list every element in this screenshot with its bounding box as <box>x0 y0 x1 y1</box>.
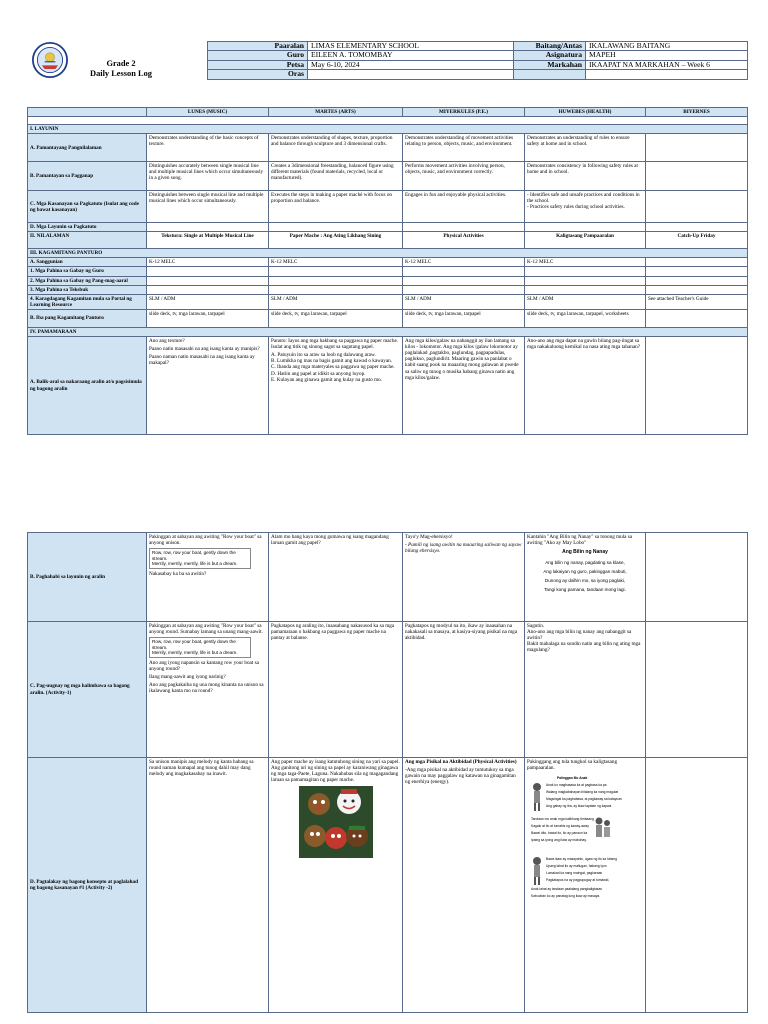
sheet-line: Ang gabay ng iba, ay ikaw lapatan ng kapwa. <box>546 804 613 809</box>
table-row <box>28 285 748 294</box>
row-label-iba-pang-kagamitan: B. Iba pang Kagamitang Panturo <box>28 309 147 327</box>
paragraph: Ano ang iyong napansin sa kantang row your boat sa anyong round? <box>149 659 259 673</box>
paragraph: Paano naman natin masasabi na ang isang kanta ay makapal? <box>149 354 255 367</box>
row-label-sanggunian: A. Sanggunian <box>28 258 147 267</box>
paragraph: Pakinggang ang tula tungkol sa kaligtasang pampaaralan. <box>527 759 618 772</box>
cell-friday <box>646 134 748 162</box>
sheet-line: Pagkatapos na ay pagpupugay at tumawid, <box>546 878 610 883</box>
poem-line: Dunong ay dalhin mo, sa iyong paglaki, <box>544 578 626 584</box>
topic-tuesday: Paper Mache : Ang Ating Likhang Sining <box>269 232 403 249</box>
cell-wednesday: K-12 MELC <box>403 258 525 267</box>
cell-monday <box>147 223 269 232</box>
lesson-table <box>27 532 748 1013</box>
header-row <box>208 51 748 60</box>
sheet-lines <box>546 782 622 812</box>
cell-tuesday: Creates a 3dimensional freestanding, balanced figure using different materials (found materials, recycled, local or manufactured). <box>269 162 403 191</box>
cell-wednesday: Pagkatapos ng modyul na ito, ikaw ay inaasahan na nakakasali sa masaya, at kasiya-siyang pisikal na mga aktibidad. <box>403 622 525 758</box>
row-label-balik-aral: A. Balik-aral sa nakaraang aralin at/o pagsisimula ng bagong aralin <box>28 337 147 435</box>
children-icon <box>594 816 612 846</box>
topic-wednesday: Physical Activities <box>403 232 525 249</box>
sheet-block <box>531 856 643 886</box>
cell-wednesday: SLM / ADM <box>403 294 525 309</box>
poem-body <box>527 558 643 594</box>
grade-title-block <box>75 59 167 78</box>
cell-friday <box>646 223 748 232</box>
table-row <box>28 162 748 191</box>
cell-monday <box>147 276 269 285</box>
cell-monday: Demonstrates understanding of the basic concepts of texture. <box>147 134 269 162</box>
paper-mache-photo <box>299 786 373 858</box>
paragraph: Pakinggan at sabayan ang awiting "Row your boat" sa anyong round. Sumabay lamang sa unang mang-aawit. <box>149 623 263 636</box>
health-sheet <box>531 775 643 900</box>
label-empty <box>514 70 586 79</box>
cell-thursday: Demonstrates consistency in following safety rules at home and in school. <box>525 162 646 191</box>
sheet-line: Walang magkabahayan bilalang ka nang magulat <box>546 790 619 795</box>
cell-tuesday: Executes the steps in making a paper maché with focus on proportion and balance. <box>269 191 403 223</box>
header-row <box>208 70 748 79</box>
cell-friday <box>646 267 748 276</box>
cell-monday: SLM / ADM <box>147 294 269 309</box>
cell-thursday: SLM / ADM <box>525 294 646 309</box>
sheet-line: Anak lahat ay tandaan paalalang pangkaligtasan <box>531 887 603 892</box>
row-label-gabay-guro: 1. Mga Pahina sa Gabay ng Guro <box>28 267 147 276</box>
cell-thursday: Demonstrates an understanding of rules to ensure safety at home and in school. <box>525 134 646 162</box>
cell-thursday: Sagutin. Ano-ano ang mga bilin ng nanay ang nabanggit sa awitin? Bakit mahalaga na sundin natin ang bilin ng ating mga magulang? <box>525 622 646 758</box>
poem-title: Ang Bilin ng Nanay <box>562 549 608 556</box>
table-row <box>28 758 748 1013</box>
paragraph: Pakinggan at sabayan ang awiting "Row your boat" sa anyong unison. <box>149 534 262 547</box>
value-empty <box>586 70 748 79</box>
cell-monday: Distinguishes between single musical line and multiple musical lines which occur simultaneously. <box>147 191 269 223</box>
sheet-line: Anak ko magbasasa ka at pagbasa ka pa <box>546 783 607 788</box>
section-pamamaraan: IV. PAMAMARAAN <box>28 327 748 336</box>
table-row <box>28 223 748 232</box>
table-row <box>28 258 748 267</box>
sheet-line: Bawal dito, bawal ito, ito ay panaon ka <box>531 831 588 836</box>
cell-wednesday: Demonstrates understanding of movement activities relating to person, objects, music, and environment. <box>403 134 525 162</box>
lesson-table-part-1 <box>27 107 747 435</box>
paragraph: Ano ang pagkakaiba ng una mong kinanta na unison sa ikalawang kanta mo na round? <box>149 682 264 695</box>
value-baitang: IKALAWANG BAITANG <box>586 42 748 51</box>
sheet-title: Palinggan Mo Anak <box>557 776 588 781</box>
sheet-line: Bawa ikaw ay masayahin, ugaw ng ito sa lubang <box>546 857 617 862</box>
cell-monday: Sa unison manipis ang melody ng kanta habang sa round naman kumapal ang tunog dahil may dang melody ang magkakasabay na inawit. <box>147 758 269 1013</box>
label-markahan: Markahan <box>514 60 586 69</box>
cell-thursday <box>525 276 646 285</box>
sheet-block <box>531 816 643 846</box>
sheet-lines <box>531 816 594 846</box>
cell-tuesday: Alam mo bang kaya mong gumawa ng isang magandang laruan gamit ang papel? <box>269 533 403 622</box>
row-label-pamantayang: A. Pamantayang Pangnilalaman <box>28 134 147 162</box>
paragraph: A. Patuyuin ito sa araw sa loob ng dalawang araw. B. Lumikha ng mas na bagis gamit ang kawad o kawayan. C. Ibanda ang mga materyales sa paggawa ng paper mache. D. Hatiin ang papel at idikit sa anyong luyop. E. Kulayan ang ginawa gamit ang kulay na gusto mo. <box>271 352 395 383</box>
row-label-kasanayan: C. Mga Kasanayan sa Pagkatuto (Isulat ang code ng bawat kasanayan) <box>28 191 147 223</box>
cell-wednesday <box>403 267 525 276</box>
log-title: Daily Lesson Log <box>90 68 152 78</box>
cell-tuesday: K-12 MELC <box>269 258 403 267</box>
lesson-table <box>27 107 748 435</box>
paragraph: - Pumili ng isang awitin na maaaring saliwan ng sayaw bilang ehersisyo. <box>405 542 522 555</box>
label-guro: Guro <box>208 51 308 60</box>
cell-friday <box>646 276 748 285</box>
table-row <box>28 622 748 758</box>
label-asignatura: Asignatura <box>514 51 586 60</box>
paragraph: Ang paper mache ay isang katutubong sining na yari sa papel. Ang ganitong uri ng sining sa papel ay karaniwang ginagawa ng mga taga-Paete, Laguna. Nakahubas sila ng magagandang laruan sa pamamagitan ng paper mache. <box>271 759 400 784</box>
cell-monday <box>147 337 269 435</box>
value-oras <box>308 70 514 79</box>
cell-monday <box>147 285 269 294</box>
paragraph: Panuto: Iayos ang mga hakbang sa paggawa ng paper mache. Isulat ang titik ng sinong sagot sa sagutang papel. <box>271 338 399 351</box>
lyric-line: Merrily, merrily, merrily, life is but a dream. <box>152 650 238 656</box>
sheet-line: Kagalo at ito at lumabis ng kaway-away <box>531 824 589 829</box>
table-row <box>28 533 748 622</box>
spacer-cell <box>28 117 748 125</box>
day-thursday: HUWEBES (HEALTH) <box>525 108 646 117</box>
cell-monday <box>147 622 269 758</box>
row-label-karagdagang: 4. Karagdagang Kagamitan mula sa Portal ng Learning Resource <box>28 294 147 309</box>
sheet-line: Lumakad ka nang maingat, pagkaraan <box>546 871 603 876</box>
row-label-paghahabi: B. Paghahabi sa layunin ng aralin <box>28 533 147 622</box>
cell-thursday <box>525 223 646 232</box>
paragraph: Nakasabay ka ba sa awitin? <box>149 570 207 577</box>
cell-thursday <box>525 758 646 1013</box>
cell-thursday: slide deck, tv, mga larawan, tarpapel, worksheets <box>525 309 646 327</box>
cell-friday <box>646 285 748 294</box>
value-markahan: IKAAPAT NA MARKAHAN – Week 6 <box>586 60 748 69</box>
lesson-table-part-2 <box>27 532 747 1013</box>
lyric-line: Merrily, merrily, merrily, life is but a dream. <box>152 561 238 567</box>
sheet-line: Magsingat ka pagbabasa, at pagkaway sa katayuan <box>546 797 622 802</box>
row-label-pag-uugnay: C. Pag-uugnay ng mga halimbawa sa bagong aralin. (Activity-1) <box>28 622 147 758</box>
table-row <box>28 191 748 223</box>
cell-wednesday <box>403 758 525 1013</box>
paragraph: Tayo'y Mag-ehersisyo! <box>405 534 453 540</box>
cell-wednesday <box>403 276 525 285</box>
cell-tuesday <box>269 337 403 435</box>
cell-thursday <box>525 285 646 294</box>
header-info-table <box>207 41 748 80</box>
day-friday: BIYERNES <box>646 108 748 117</box>
sheet-line: Upang lahat ito ay maliugan, habang iyon <box>546 864 607 869</box>
cell-friday <box>646 622 748 758</box>
cell-friday: See attached Teacher's Guide <box>646 294 748 309</box>
cell-thursday: Ano-ano ang mga dapat na gawin bilang pag-iingat sa mga nakakaluong kemikal na nasa ating mga tahanan? <box>525 337 646 435</box>
section-row <box>28 125 748 134</box>
cell-friday <box>646 337 748 435</box>
cell-monday: K-12 MELC <box>147 258 269 267</box>
sheet-block <box>531 782 643 812</box>
cell-friday <box>646 758 748 1013</box>
topic-friday: Catch-Up Friday <box>646 232 748 249</box>
cell-friday <box>646 258 748 267</box>
cell-thursday <box>525 533 646 622</box>
table-row <box>28 309 748 327</box>
section-kagamitan: III. KAGAMITANG PANTURO <box>28 249 748 258</box>
row-label-pamantayan-pagganap: B. Pamantayan sa Pagganap <box>28 162 147 191</box>
cell-friday <box>646 162 748 191</box>
cell-wednesday <box>403 285 525 294</box>
cell-tuesday: SLM / ADM <box>269 294 403 309</box>
value-paaralan: LIMAS ELEMENTARY SCHOOL <box>308 42 514 51</box>
row-label-teksbuk: 3. Mga Pahina sa Teksbuk <box>28 285 147 294</box>
song-lyrics-box <box>149 548 251 569</box>
value-petsa: May 6-10, 2024 <box>308 60 514 69</box>
cell-thursday: K-12 MELC <box>525 258 646 267</box>
day-tuesday: MARTES (ARTS) <box>269 108 403 117</box>
cell-monday <box>147 267 269 276</box>
section-row <box>28 249 748 258</box>
cell-thursday <box>525 267 646 276</box>
section-row <box>28 327 748 336</box>
cell-tuesday <box>269 267 403 276</box>
header-row <box>208 42 748 51</box>
poem-line: Tangi kong pamana, tandaan mong lagi. <box>544 587 626 593</box>
lyric-line: Row, row, row your boat, gently down the stream. <box>152 550 236 561</box>
cell-wednesday: Engages in fun and enjoyable physical activities. <box>403 191 525 223</box>
lesson-log-header <box>27 41 747 80</box>
value-guro: EILEEN A. TOMOMBAY <box>308 51 514 60</box>
label-paaralan: Paaralan <box>208 42 308 51</box>
table-row <box>28 337 748 435</box>
cell-wednesday: Ang mga kilos/galaw na nabanggit ay ilan lamang sa kilos - lokomotor. Ang mga kilos /galaw lokomotor ay paglalakad ,pagtakbo, paglundag, pagpapadulas, paglukso, paglundirit. Maaring gawin sa panlabat o kabit saang pook na maaaring mong galawan at pwede sa saliw ng tunog o musika habang ginawa natin ang mga kilos/galaw. <box>403 337 525 435</box>
song-lyrics-box <box>149 637 251 658</box>
cell-tuesday <box>269 285 403 294</box>
label-baitang: Baitang/Antas <box>514 42 586 51</box>
cell-tuesday: Demonstrates understanding of shapes, texture, proportion and balance through sculpture and 3 dimensional crafts. <box>269 134 403 162</box>
paragraph: Ang mga Pisikal na Aktibidad (Physical Activities) <box>405 759 517 765</box>
cell-thursday: - Identifies safe and unsafe practices and conditions in the school. - Practices safety rules during school activities. <box>525 191 646 223</box>
row-label-gabay-mag-aaral: 2. Mga Pahina sa Gabay ng Pang-mag-aaral <box>28 276 147 285</box>
value-asignatura: MAPEH <box>586 51 748 60</box>
table-row <box>28 294 748 309</box>
day-header-row <box>28 108 748 117</box>
child-icon <box>531 782 543 812</box>
row-label-nilalaman: II. NILALAMAN <box>28 232 147 249</box>
paragraph: Kantahin "Ang Bilin ng Nanay" sa tonong mula sa awiting "Ako ay May Lobo" <box>527 534 633 547</box>
deped-seal-icon <box>32 42 68 78</box>
table-row <box>28 232 748 249</box>
section-layunin: I. LAYUNIN <box>28 125 748 134</box>
paragraph: Paano natin masasabi na ang isang kanta ay manipis? <box>149 346 260 353</box>
poem-line: Ang lakaiyan ng guro, pakinggan mabuti, <box>543 569 627 575</box>
cell-friday <box>646 533 748 622</box>
row-label-pagtalakay: D. Pagtalakay ng bagong konsepto at paglalahad ng bagong kasanayan #1 (Activity -2) <box>28 758 147 1013</box>
label-oras: Oras <box>208 70 308 79</box>
poem-line: Ang bilin ng nanay, pagdating sa klase, <box>545 560 625 566</box>
cell-wednesday <box>403 533 525 622</box>
cell-tuesday <box>269 223 403 232</box>
day-wednesday: MIYERKULES (P.E.) <box>403 108 525 117</box>
child-icon <box>531 856 543 886</box>
topic-monday: Tekstura: Single at Multiple Musical Line <box>147 232 269 249</box>
table-row <box>28 267 748 276</box>
cell-tuesday: slide deck, tv, mga larawan, tarpapel <box>269 309 403 327</box>
cell-wednesday: slide deck, tv, mga larawan, tarpapel <box>403 309 525 327</box>
lyric-line: Row, row, row your boat, gently down the stream. <box>152 639 236 650</box>
topic-thursday: Kaligtasang Pampaaralan <box>525 232 646 249</box>
spacer-row <box>28 117 748 125</box>
cell-tuesday <box>269 758 403 1013</box>
day-monday: LUNES (MUSIC) <box>147 108 269 117</box>
sheet-line: Kabuoban ko ay panatag lung ikaw ay masaya. <box>531 894 601 899</box>
cell-tuesday: Pagkatapos ng araling ito, inaasahang nakasusod ka sa mga pamamaraan o hakbang sa paggawa ng paper mache na pantay at balanse. <box>269 622 403 758</box>
sheet-lines <box>546 856 617 886</box>
table-row <box>28 276 748 285</box>
header-row <box>208 60 748 69</box>
paragraph: -Ang mga pisikal na aktibidad ay tumutukoy sa mga gawain na may paggalaw ng katawan na ginagamitan ng enerhiya (energy). <box>405 767 516 786</box>
cell-monday <box>147 533 269 622</box>
cell-wednesday <box>403 223 525 232</box>
paragraph: Ilang mang-aawit ang iyong narinig? <box>149 674 226 681</box>
cell-tuesday <box>269 276 403 285</box>
label-petsa: Petsa <box>208 60 308 69</box>
paragraph: Ano ang texture? <box>149 338 185 345</box>
sheet-line: Ipaing sa iyong ang ikaw ay mabuhay. <box>531 838 587 843</box>
cell-monday: Distinguishes accurately between single musical line and multiple musical lines which occur simultaneously in a given song. <box>147 162 269 191</box>
grade-label: Grade 2 <box>106 59 136 68</box>
cell-monday: slide deck, tv, mga larawan, tarpapel <box>147 309 269 327</box>
corner-cell <box>28 108 147 117</box>
cell-friday <box>646 309 748 327</box>
row-label-layunin-pagkatuto: D. Mga Layunin sa Pagkatuto <box>28 223 147 232</box>
cell-friday <box>646 191 748 223</box>
cell-wednesday: Performs movement activities involving person, objects, music, and environment correctly. <box>403 162 525 191</box>
sheet-line: Tandaan mo anak mga kalikhang timbaang <box>531 817 594 822</box>
table-row <box>28 134 748 162</box>
